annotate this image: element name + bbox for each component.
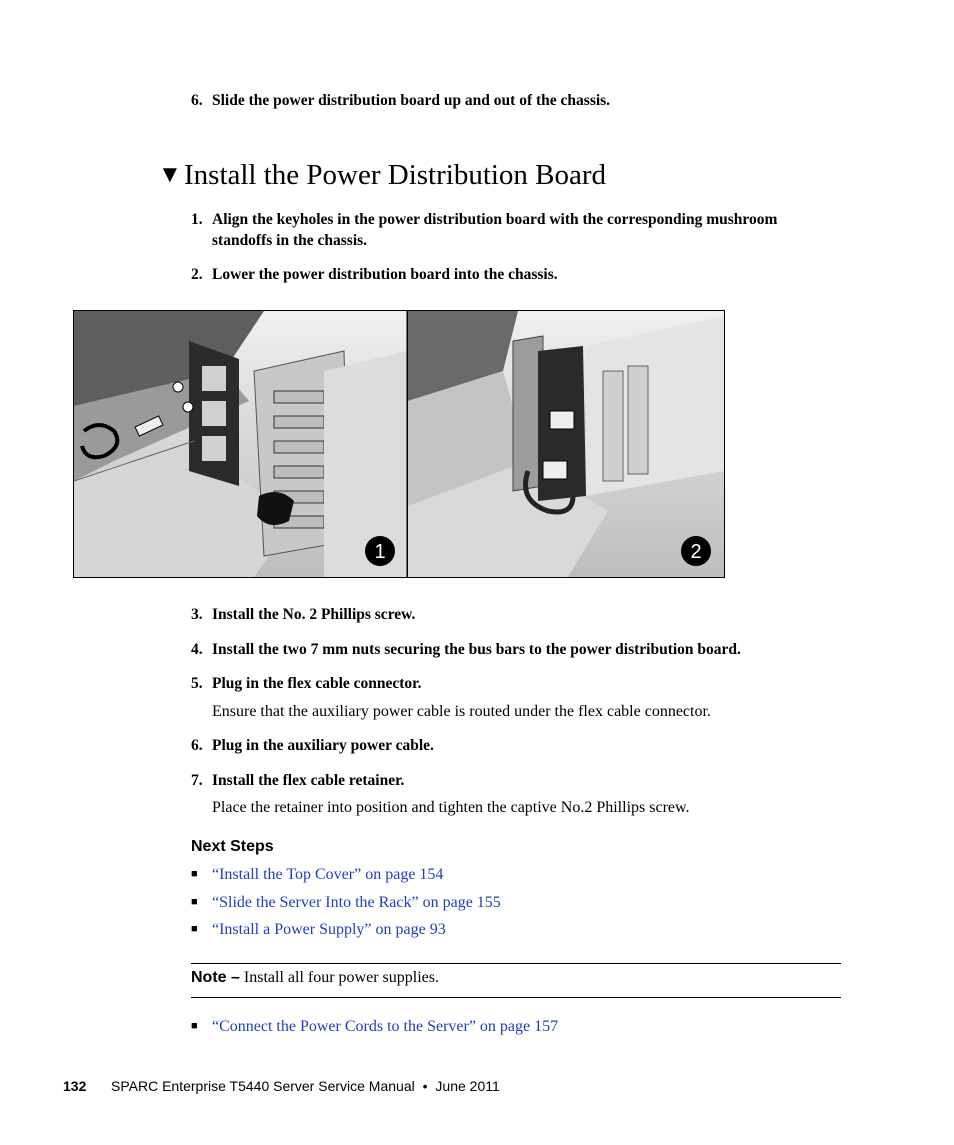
- page-footer: [63, 1078, 500, 1094]
- step-text: Install the flex cable retainer.: [212, 772, 405, 789]
- link-connect-power-cords[interactable]: “Connect the Power Cords to the Server” on page 157: [212, 1018, 559, 1035]
- footer-separator: •: [422, 1078, 428, 1094]
- step-number: 6.: [191, 737, 203, 754]
- step-number: 2.: [191, 266, 203, 283]
- panel-1: [74, 311, 407, 577]
- list-item: [191, 892, 501, 913]
- bullet-square-icon: ■: [191, 896, 198, 908]
- list-item: [191, 864, 443, 885]
- page-number: 132: [63, 1078, 87, 1094]
- link-slide-server-into-rack[interactable]: “Slide the Server Into the Rack” on page 155: [212, 894, 501, 911]
- note-top-rule: [191, 963, 841, 964]
- step-number: 7.: [191, 772, 203, 789]
- note-label: Note –: [191, 969, 240, 986]
- installation-figure: [73, 310, 725, 578]
- callout-2-label: 2: [690, 541, 702, 563]
- step-number: 5.: [191, 675, 203, 692]
- link-install-power-supply[interactable]: “Install a Power Supply” on page 93: [212, 921, 446, 938]
- panel-2: [408, 311, 724, 577]
- section-heading: [158, 156, 606, 194]
- link-install-top-cover[interactable]: “Install the Top Cover” on page 154: [212, 866, 444, 883]
- step-2: [191, 264, 852, 285]
- step-4: [191, 639, 852, 660]
- step-text: Plug in the auxiliary power cable.: [212, 737, 434, 754]
- triangle-marker-icon: ▼: [158, 162, 182, 188]
- step-number: 3.: [191, 606, 203, 623]
- step-text: Align the keyholes in the power distribution board with the corresponding mushroom standoffs in the chassis.: [212, 211, 778, 249]
- heading-text: Install the Power Distribution Board: [184, 159, 607, 191]
- publication-date: June 2011: [435, 1078, 500, 1094]
- list-item: [191, 1016, 558, 1037]
- bullet-square-icon: ■: [191, 923, 198, 935]
- step-5-detail: Ensure that the auxiliary power cable is routed under the flex cable connector.: [212, 703, 711, 720]
- manual-title: SPARC Enterprise T5440 Server Service Manual: [111, 1078, 415, 1094]
- step-number: 1.: [191, 211, 203, 228]
- step-6-previous: [191, 90, 852, 111]
- step-number: 4.: [191, 641, 203, 658]
- step-5: [191, 673, 852, 694]
- step-text: Lower the power distribution board into the chassis.: [212, 266, 558, 283]
- bullet-square-icon: ■: [191, 1020, 198, 1032]
- note-text: Install all four power supplies.: [239, 969, 439, 986]
- step-6: [191, 735, 852, 756]
- step-7-detail: Place the retainer into position and tighten the captive No.2 Phillips screw.: [212, 799, 690, 816]
- step-7: [191, 770, 852, 791]
- step-text: Install the No. 2 Phillips screw.: [212, 606, 416, 623]
- figure-illustration: [74, 311, 724, 577]
- step-text: Install the two 7 mm nuts securing the bus bars to the power distribution board.: [212, 641, 741, 658]
- step-1: [191, 209, 822, 251]
- step-text: Slide the power distribution board up and out of the chassis.: [212, 92, 611, 109]
- next-steps-heading: Next Steps: [191, 838, 274, 855]
- callout-1-label: 1: [374, 541, 386, 563]
- list-item: [191, 919, 446, 940]
- step-number: 6.: [191, 92, 203, 109]
- step-3: [191, 604, 852, 625]
- note-bottom-rule: [191, 997, 841, 998]
- bullet-square-icon: ■: [191, 868, 198, 880]
- step-text: Plug in the flex cable connector.: [212, 675, 422, 692]
- note-block: [191, 969, 439, 987]
